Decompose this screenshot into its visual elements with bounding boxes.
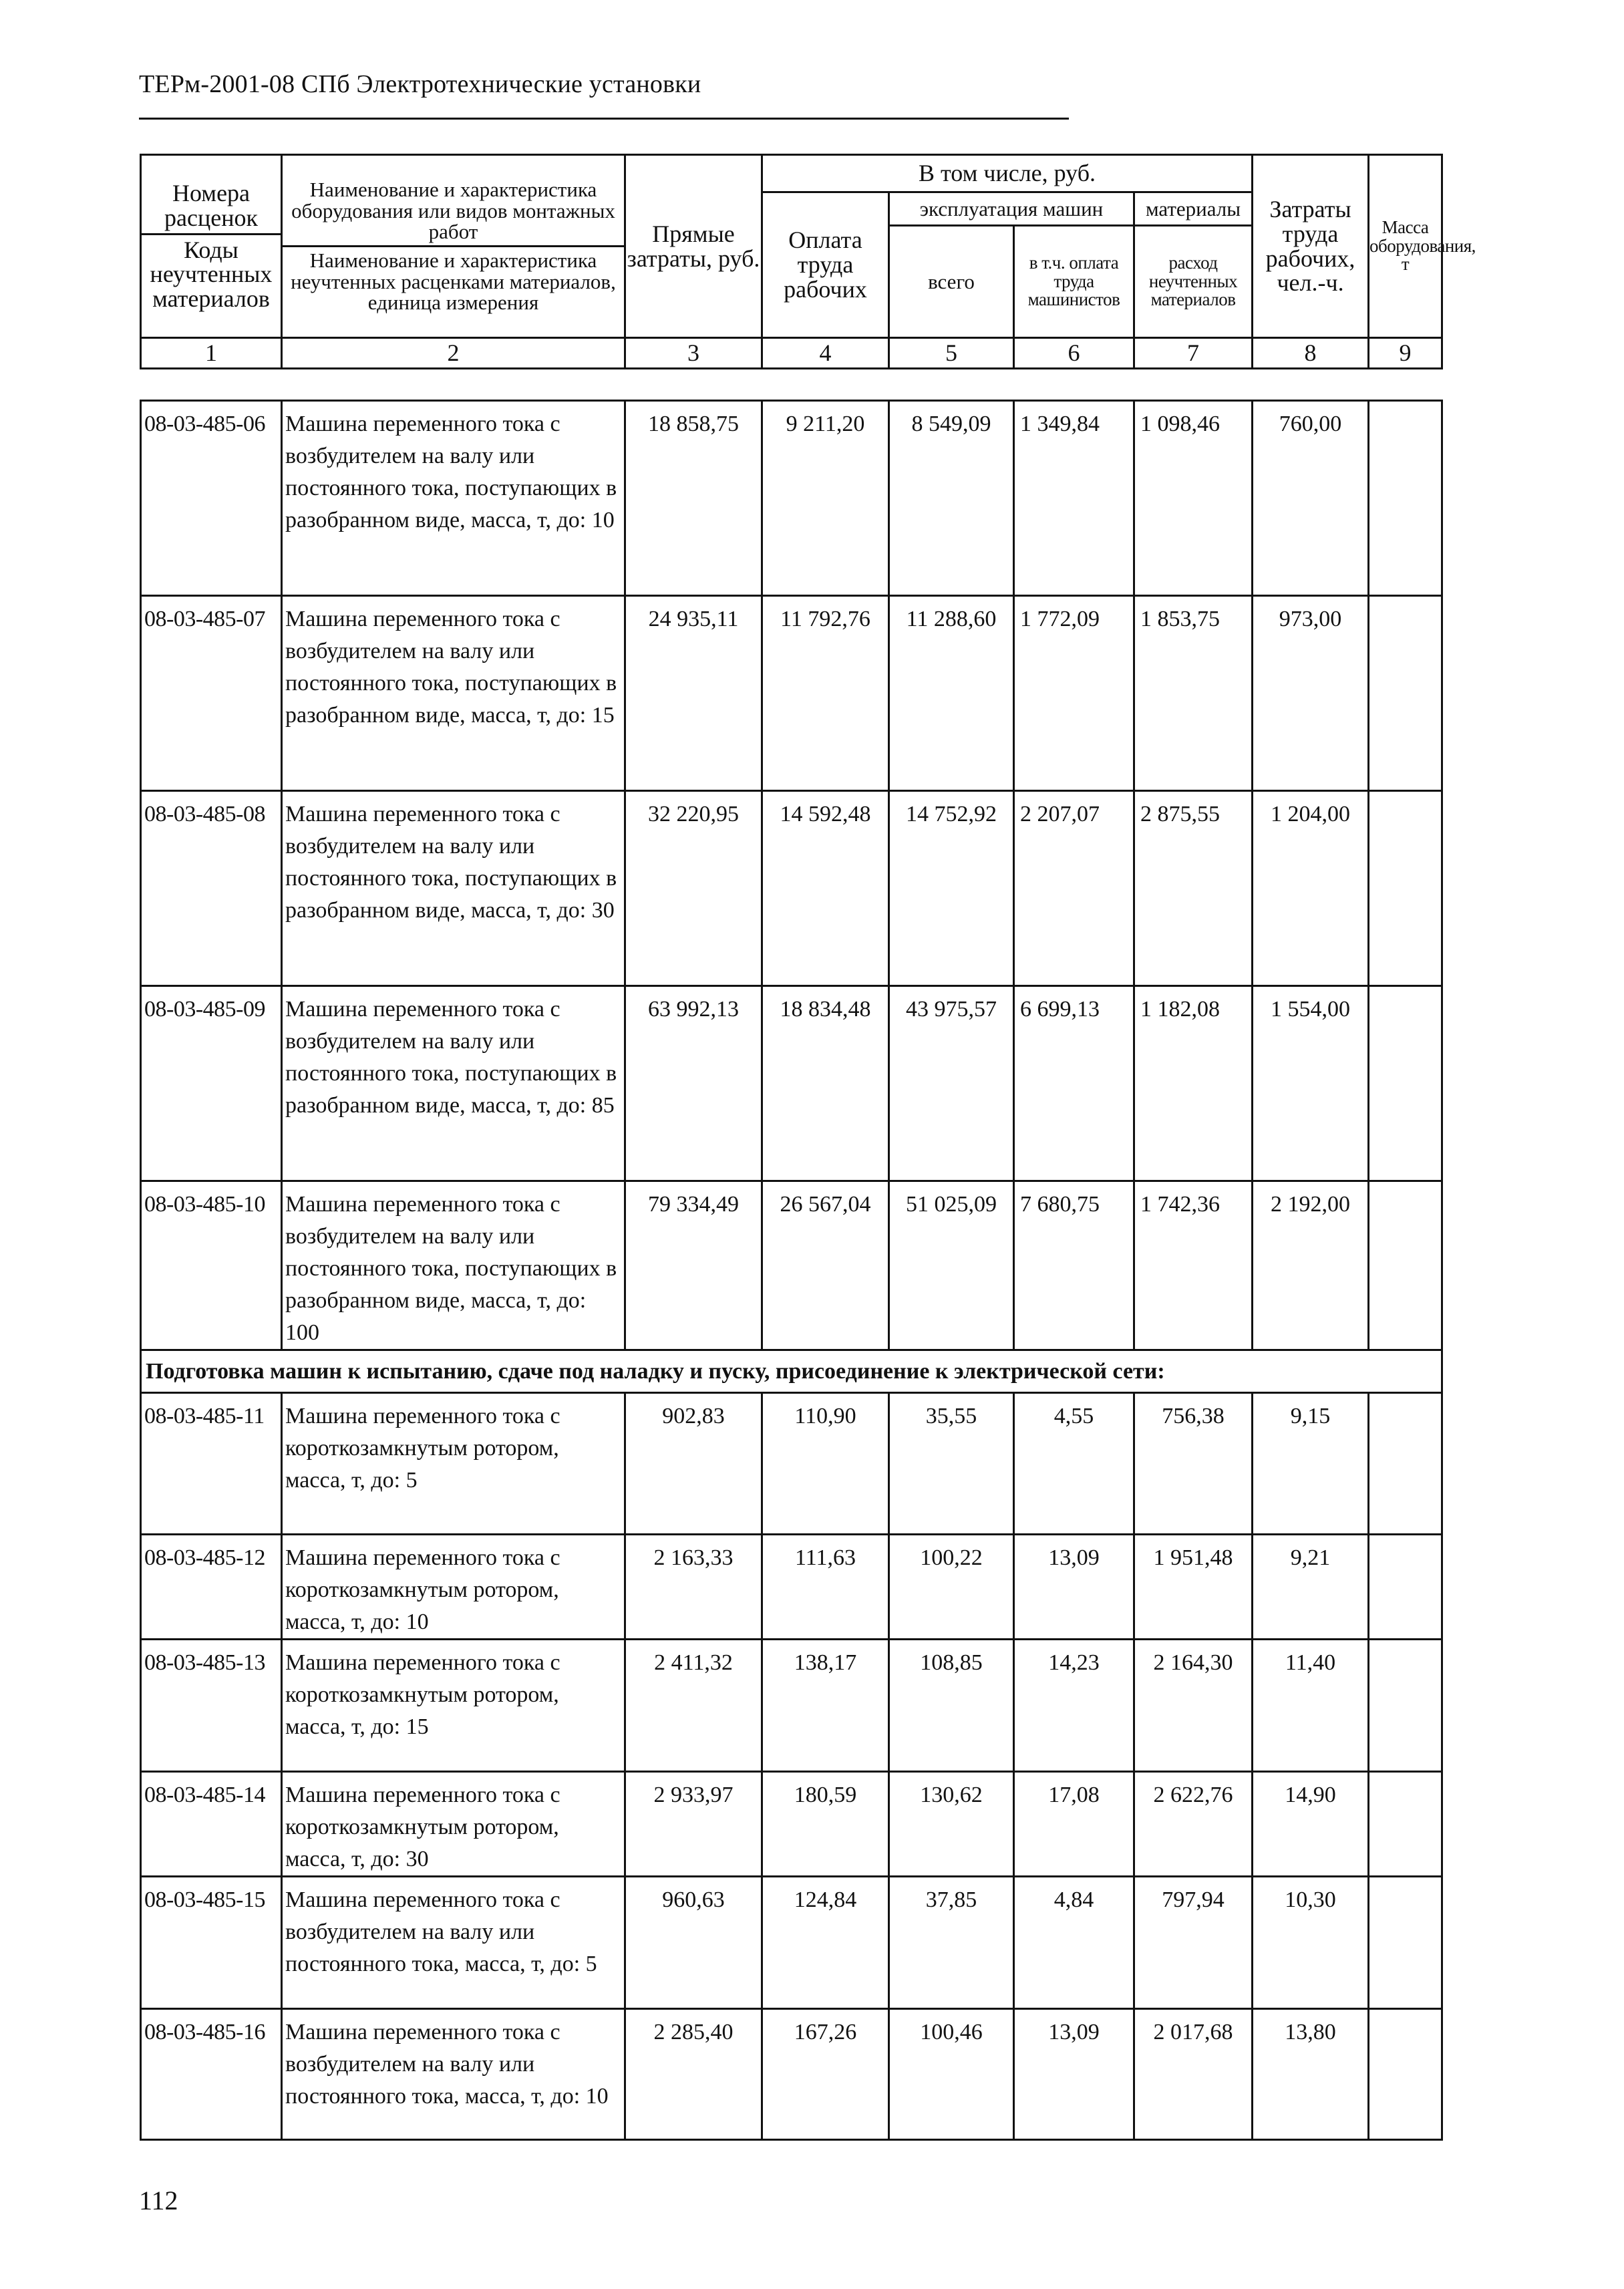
labor-hours: 973,00 <box>1253 596 1369 791</box>
equipment-mass <box>1369 1772 1442 1877</box>
header-col2-top: Наименование и характеристика оборудования или видов монтажных работ <box>283 178 624 247</box>
rate-name: Машина переменного тока с короткозамкнутым ротором, масса, т, до: 10 <box>282 1535 625 1640</box>
column-header-table <box>140 154 1476 369</box>
rate-code: 08-03-485-07 <box>141 596 282 791</box>
machine-costs: 51 025,09 <box>889 1181 1014 1350</box>
direct-costs: 79 334,49 <box>625 1181 762 1350</box>
direct-costs: 18 858,75 <box>625 401 762 596</box>
table-row <box>141 986 1442 1181</box>
operator-pay: 4,55 <box>1014 1393 1134 1535</box>
labor-pay: 138,17 <box>762 1640 889 1772</box>
table-row <box>141 2009 1442 2140</box>
header-machines: эксплуатация машин <box>889 192 1134 226</box>
header-col5: всего <box>889 226 1014 338</box>
column-number: 6 <box>1014 338 1134 369</box>
direct-costs: 24 935,11 <box>625 596 762 791</box>
header-col1-bottom: Коды неучтенных материалов <box>150 236 273 313</box>
operator-pay: 2 207,07 <box>1014 791 1134 986</box>
labor-hours: 11,40 <box>1253 1640 1369 1772</box>
machine-costs: 108,85 <box>889 1640 1014 1772</box>
machine-costs: 43 975,57 <box>889 986 1014 1181</box>
table-row <box>141 1181 1442 1350</box>
equipment-mass <box>1369 2009 1442 2140</box>
labor-pay: 18 834,48 <box>762 986 889 1181</box>
operator-pay: 6 699,13 <box>1014 986 1134 1181</box>
header-col2-bottom: Наименование и характеристика неучтенных расценками материалов, единица измерения <box>291 249 616 315</box>
column-number: 5 <box>889 338 1014 369</box>
materials-cost: 756,38 <box>1134 1393 1253 1535</box>
header-col4: Оплата труда рабочих <box>762 192 889 338</box>
column-number: 7 <box>1134 338 1253 369</box>
direct-costs: 2 411,32 <box>625 1640 762 1772</box>
direct-costs: 902,83 <box>625 1393 762 1535</box>
direct-costs: 63 992,13 <box>625 986 762 1181</box>
rate-name: Машина переменного тока с возбудителем на валу или постоянного тока, поступающих в разобранном виде, масса, т, до: 15 <box>282 596 625 791</box>
header-materials: материалы <box>1134 192 1253 226</box>
materials-cost: 2 017,68 <box>1134 2009 1253 2140</box>
labor-hours: 13,80 <box>1253 2009 1369 2140</box>
column-number: 2 <box>282 338 625 369</box>
rate-code: 08-03-485-12 <box>141 1535 282 1640</box>
rate-name: Машина переменного тока с возбудителем на валу или постоянного тока, поступающих в разобранном виде, масса, т, до: 30 <box>282 791 625 986</box>
header-group: В том числе, руб. <box>762 155 1253 192</box>
operator-pay: 17,08 <box>1014 1772 1134 1877</box>
materials-cost: 1 182,08 <box>1134 986 1253 1181</box>
rate-code: 08-03-485-13 <box>141 1640 282 1772</box>
labor-hours: 9,21 <box>1253 1535 1369 1640</box>
table-row <box>141 596 1442 791</box>
rate-name: Машина переменного тока с возбудителем на валу или постоянного тока, поступающих в разобранном виде, масса, т, до: 85 <box>282 986 625 1181</box>
header-col9: Масса оборудования, т <box>1369 155 1442 338</box>
materials-cost: 1 098,46 <box>1134 401 1253 596</box>
rate-name: Машина переменного тока с короткозамкнутым ротором, масса, т, до: 30 <box>282 1772 625 1877</box>
labor-pay: 11 792,76 <box>762 596 889 791</box>
column-number: 3 <box>625 338 762 369</box>
labor-pay: 26 567,04 <box>762 1181 889 1350</box>
direct-costs: 32 220,95 <box>625 791 762 986</box>
table-row <box>141 1877 1442 2009</box>
direct-costs: 960,63 <box>625 1877 762 2009</box>
header-col2 <box>282 155 625 338</box>
rate-name: Машина переменного тока с короткозамкнутым ротором, масса, т, до: 15 <box>282 1640 625 1772</box>
machine-costs: 8 549,09 <box>889 401 1014 596</box>
equipment-mass <box>1369 1640 1442 1772</box>
materials-cost: 797,94 <box>1134 1877 1253 2009</box>
section-row <box>141 1350 1442 1393</box>
labor-pay: 111,63 <box>762 1535 889 1640</box>
table-row <box>141 401 1442 596</box>
rate-code: 08-03-485-15 <box>141 1877 282 2009</box>
equipment-mass <box>1369 401 1442 596</box>
machine-costs: 14 752,92 <box>889 791 1014 986</box>
equipment-mass <box>1369 1181 1442 1350</box>
rate-code: 08-03-485-16 <box>141 2009 282 2140</box>
machine-costs: 35,55 <box>889 1393 1014 1535</box>
page-number: 112 <box>139 2185 178 2216</box>
labor-hours: 14,90 <box>1253 1772 1369 1877</box>
rate-code: 08-03-485-06 <box>141 401 282 596</box>
labor-hours: 760,00 <box>1253 401 1369 596</box>
operator-pay: 13,09 <box>1014 1535 1134 1640</box>
section-title: Подготовка машин к испытанию, сдаче под наладку и пуску, присоединение к электрической сети: <box>141 1350 1442 1393</box>
materials-cost: 2 164,30 <box>1134 1640 1253 1772</box>
header-col7: расход неучтенных материалов <box>1134 226 1253 338</box>
equipment-mass <box>1369 986 1442 1181</box>
materials-cost: 1 853,75 <box>1134 596 1253 791</box>
column-number: 8 <box>1253 338 1369 369</box>
machine-costs: 100,46 <box>889 2009 1014 2140</box>
rate-code: 08-03-485-09 <box>141 986 282 1181</box>
labor-hours: 10,30 <box>1253 1877 1369 2009</box>
column-number: 9 <box>1369 338 1442 369</box>
rate-name: Машина переменного тока с возбудителем на валу или постоянного тока, поступающих в разобранном виде, масса, т, до: 10 <box>282 401 625 596</box>
labor-pay: 180,59 <box>762 1772 889 1877</box>
title-rule <box>139 118 1069 120</box>
materials-cost: 2 622,76 <box>1134 1772 1253 1877</box>
column-number: 4 <box>762 338 889 369</box>
rate-name: Машина переменного тока с возбудителем на валу или постоянного тока, масса, т, до: 10 <box>282 2009 625 2140</box>
equipment-mass <box>1369 1393 1442 1535</box>
rates-table <box>140 400 1443 2141</box>
machine-costs: 130,62 <box>889 1772 1014 1877</box>
labor-hours: 1 204,00 <box>1253 791 1369 986</box>
labor-pay: 9 211,20 <box>762 401 889 596</box>
labor-pay: 124,84 <box>762 1877 889 2009</box>
labor-hours: 1 554,00 <box>1253 986 1369 1181</box>
header-col8: Затраты труда рабочих, чел.-ч. <box>1253 155 1369 338</box>
direct-costs: 2 933,97 <box>625 1772 762 1877</box>
operator-pay: 1 349,84 <box>1014 401 1134 596</box>
materials-cost: 1 951,48 <box>1134 1535 1253 1640</box>
operator-pay: 14,23 <box>1014 1640 1134 1772</box>
labor-pay: 14 592,48 <box>762 791 889 986</box>
machine-costs: 37,85 <box>889 1877 1014 2009</box>
table-row <box>141 1640 1442 1772</box>
header-col3: Прямые затраты, руб. <box>625 155 762 338</box>
direct-costs: 2 163,33 <box>625 1535 762 1640</box>
header-col1 <box>141 155 282 338</box>
table-row <box>141 1772 1442 1877</box>
column-number: 1 <box>141 338 282 369</box>
rate-code: 08-03-485-08 <box>141 791 282 986</box>
materials-cost: 2 875,55 <box>1134 791 1253 986</box>
machine-costs: 100,22 <box>889 1535 1014 1640</box>
labor-hours: 2 192,00 <box>1253 1181 1369 1350</box>
rate-code: 08-03-485-10 <box>141 1181 282 1350</box>
labor-pay: 167,26 <box>762 2009 889 2140</box>
table-row <box>141 1535 1442 1640</box>
operator-pay: 1 772,09 <box>1014 596 1134 791</box>
equipment-mass <box>1369 1535 1442 1640</box>
rate-code: 08-03-485-11 <box>141 1393 282 1535</box>
header-col1-top: Номера расценок <box>142 180 281 235</box>
labor-hours: 9,15 <box>1253 1393 1369 1535</box>
table-row <box>141 791 1442 986</box>
materials-cost: 1 742,36 <box>1134 1181 1253 1350</box>
machine-costs: 11 288,60 <box>889 596 1014 791</box>
table-row <box>141 1393 1442 1535</box>
document-title: ТЕРм-2001-08 СПб Электротехнические установки <box>139 70 701 98</box>
operator-pay: 4,84 <box>1014 1877 1134 2009</box>
operator-pay: 7 680,75 <box>1014 1181 1134 1350</box>
rate-code: 08-03-485-14 <box>141 1772 282 1877</box>
equipment-mass <box>1369 596 1442 791</box>
labor-pay: 110,90 <box>762 1393 889 1535</box>
operator-pay: 13,09 <box>1014 2009 1134 2140</box>
header-col6: в т.ч. оплата труда машинистов <box>1014 226 1134 338</box>
rate-name: Машина переменного тока с возбудителем на валу или постоянного тока, поступающих в разобранном виде, масса, т, до: 100 <box>282 1181 625 1350</box>
rate-name: Машина переменного тока с короткозамкнутым ротором, масса, т, до: 5 <box>282 1393 625 1535</box>
rate-name: Машина переменного тока с возбудителем на валу или постоянного тока, масса, т, до: 5 <box>282 1877 625 2009</box>
direct-costs: 2 285,40 <box>625 2009 762 2140</box>
equipment-mass <box>1369 791 1442 986</box>
equipment-mass <box>1369 1877 1442 2009</box>
